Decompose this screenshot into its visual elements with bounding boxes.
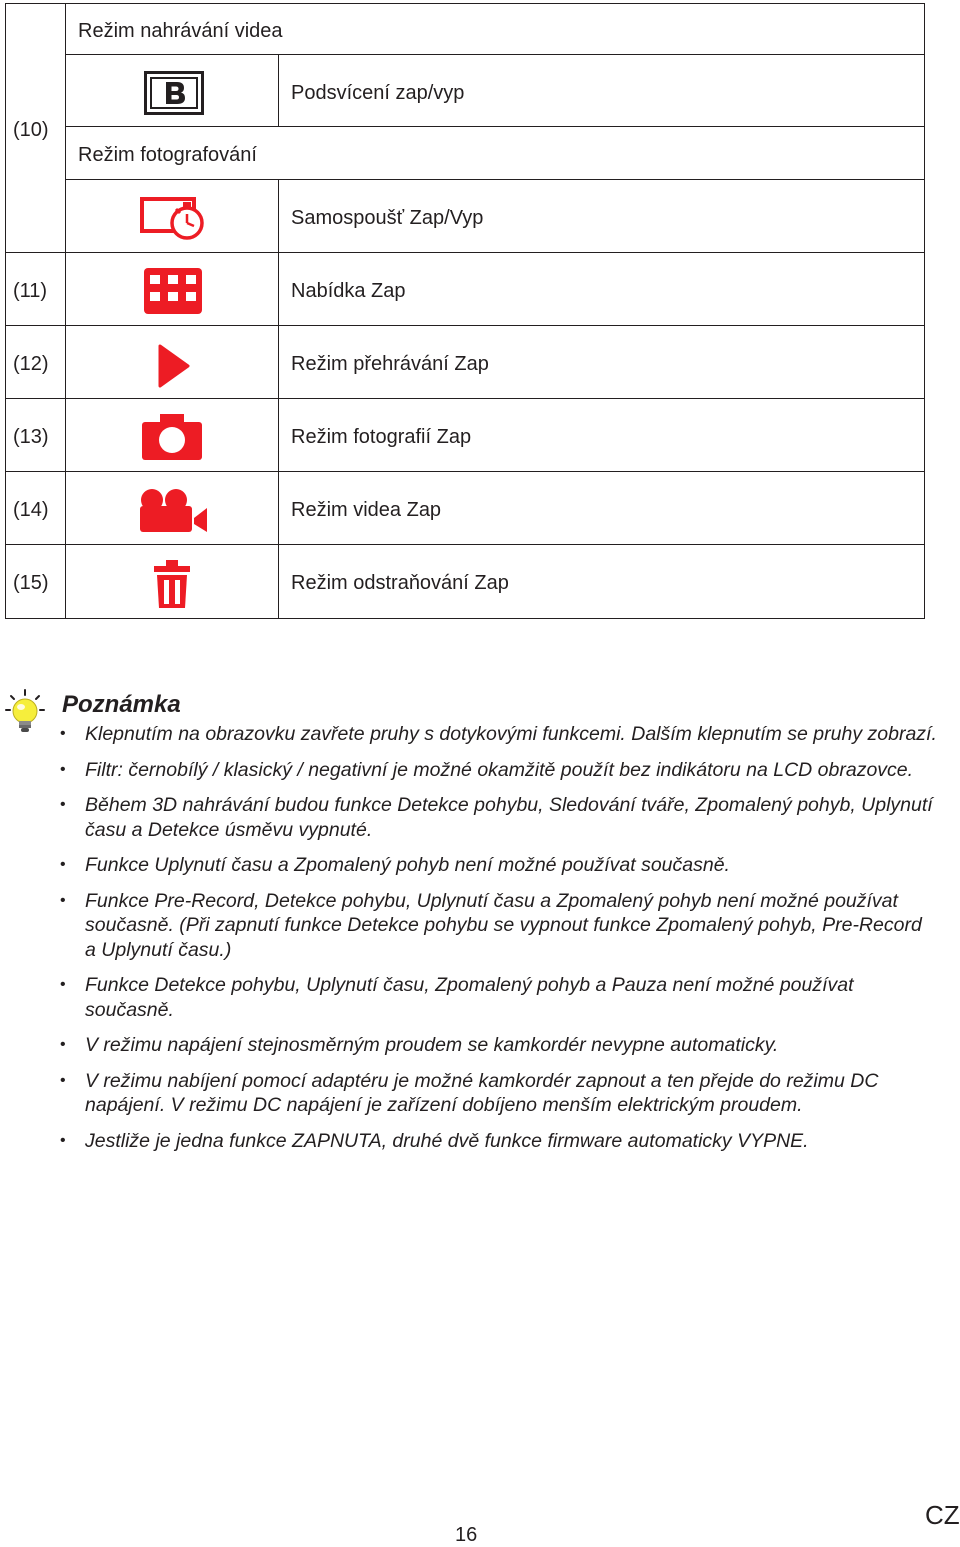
row-number: (10): [13, 119, 49, 141]
section-header-video-mode: Režim nahrávání videa: [78, 20, 283, 42]
list-item: • V režimu napájení stejnosměrným proudem se kamkordér nevypne automaticky.: [58, 1033, 938, 1058]
table-divider: [5, 471, 925, 472]
table-divider: [5, 325, 925, 326]
row-number: (11): [13, 280, 48, 302]
table-divider: [278, 55, 279, 127]
note-list: [58, 722, 938, 1164]
table-divider: [5, 398, 925, 399]
self-timer-icon: [140, 195, 206, 241]
list-item: • Jestliže je jedna funkce ZAPNUTA, druhé dvě funkce firmware automaticky VYPNE.: [58, 1129, 938, 1154]
backlight-b-icon: [144, 71, 204, 115]
table-divider: [278, 180, 279, 619]
menu-grid-icon: [144, 268, 202, 314]
row-number: (12): [13, 353, 49, 375]
row-description: Režim odstraňování Zap: [291, 572, 509, 594]
list-item: • Funkce Uplynutí času a Zpomalený pohyb není možné používat současně.: [58, 853, 938, 878]
row-description: Režim fotografií Zap: [291, 426, 472, 448]
play-icon: [158, 344, 190, 388]
table-divider: [5, 544, 925, 545]
lightbulb-icon: [4, 688, 48, 734]
table-divider: [65, 54, 925, 55]
table-divider: [65, 126, 925, 127]
list-item: • Funkce Pre-Record, Detekce pohybu, Uplynutí času a Zpomalený pohyb není možné používat současně. (Při zapnutí funkce Detekce pohybu se vypnout funkce Zpomalený pohyb, Pre-Record a Uplynutí času.): [58, 889, 938, 963]
list-item: • Filtr: černobílý / klasický / negativní je možné okamžitě použít bez indikátoru na LCD obrazovce.: [58, 758, 938, 783]
list-item: • V režimu nabíjení pomocí adaptéru je možné kamkordér zapnout a ten přejde do režimu DC napájení. V režimu DC napájení je zařízení dobíjeno menším elektrickým proudem.: [58, 1069, 938, 1118]
table-divider: [65, 3, 66, 619]
row-description: Nabídka Zap: [291, 280, 406, 302]
row-number: (15): [13, 572, 49, 594]
video-camera-icon: [138, 488, 208, 534]
row-number: (14): [13, 499, 49, 521]
language-code: CZ: [925, 1500, 960, 1530]
page-number: 16: [455, 1524, 478, 1546]
trash-icon: [154, 560, 190, 608]
camera-icon: [142, 414, 202, 460]
table-divider: [5, 252, 925, 253]
row-description: Samospoušť Zap/Vyp: [291, 207, 484, 229]
row-number: (13): [13, 426, 49, 448]
row-description: Režim přehrávání Zap: [291, 353, 489, 375]
section-header-photo-mode: Režim fotografování: [78, 144, 257, 166]
row-description: Podsvícení zap/vyp: [291, 82, 465, 104]
list-item: • Během 3D nahrávání budou funkce Detekce pohybu, Sledování tváře, Zpomalený pohyb, Uplynutí času a Detekce úsměvu vypnuté.: [58, 793, 938, 842]
list-item: • Klepnutím na obrazovku zavřete pruhy s dotykovými funkcemi. Dalším klepnutím se pruhy zobrazí.: [58, 722, 938, 747]
note-title: Poznámka: [62, 691, 181, 718]
list-item: • Funkce Detekce pohybu, Uplynutí času, Zpomalený pohyb a Pauza není možné používat současně.: [58, 973, 938, 1022]
table-divider: [65, 179, 925, 180]
row-description: Režim videa Zap: [291, 499, 442, 521]
